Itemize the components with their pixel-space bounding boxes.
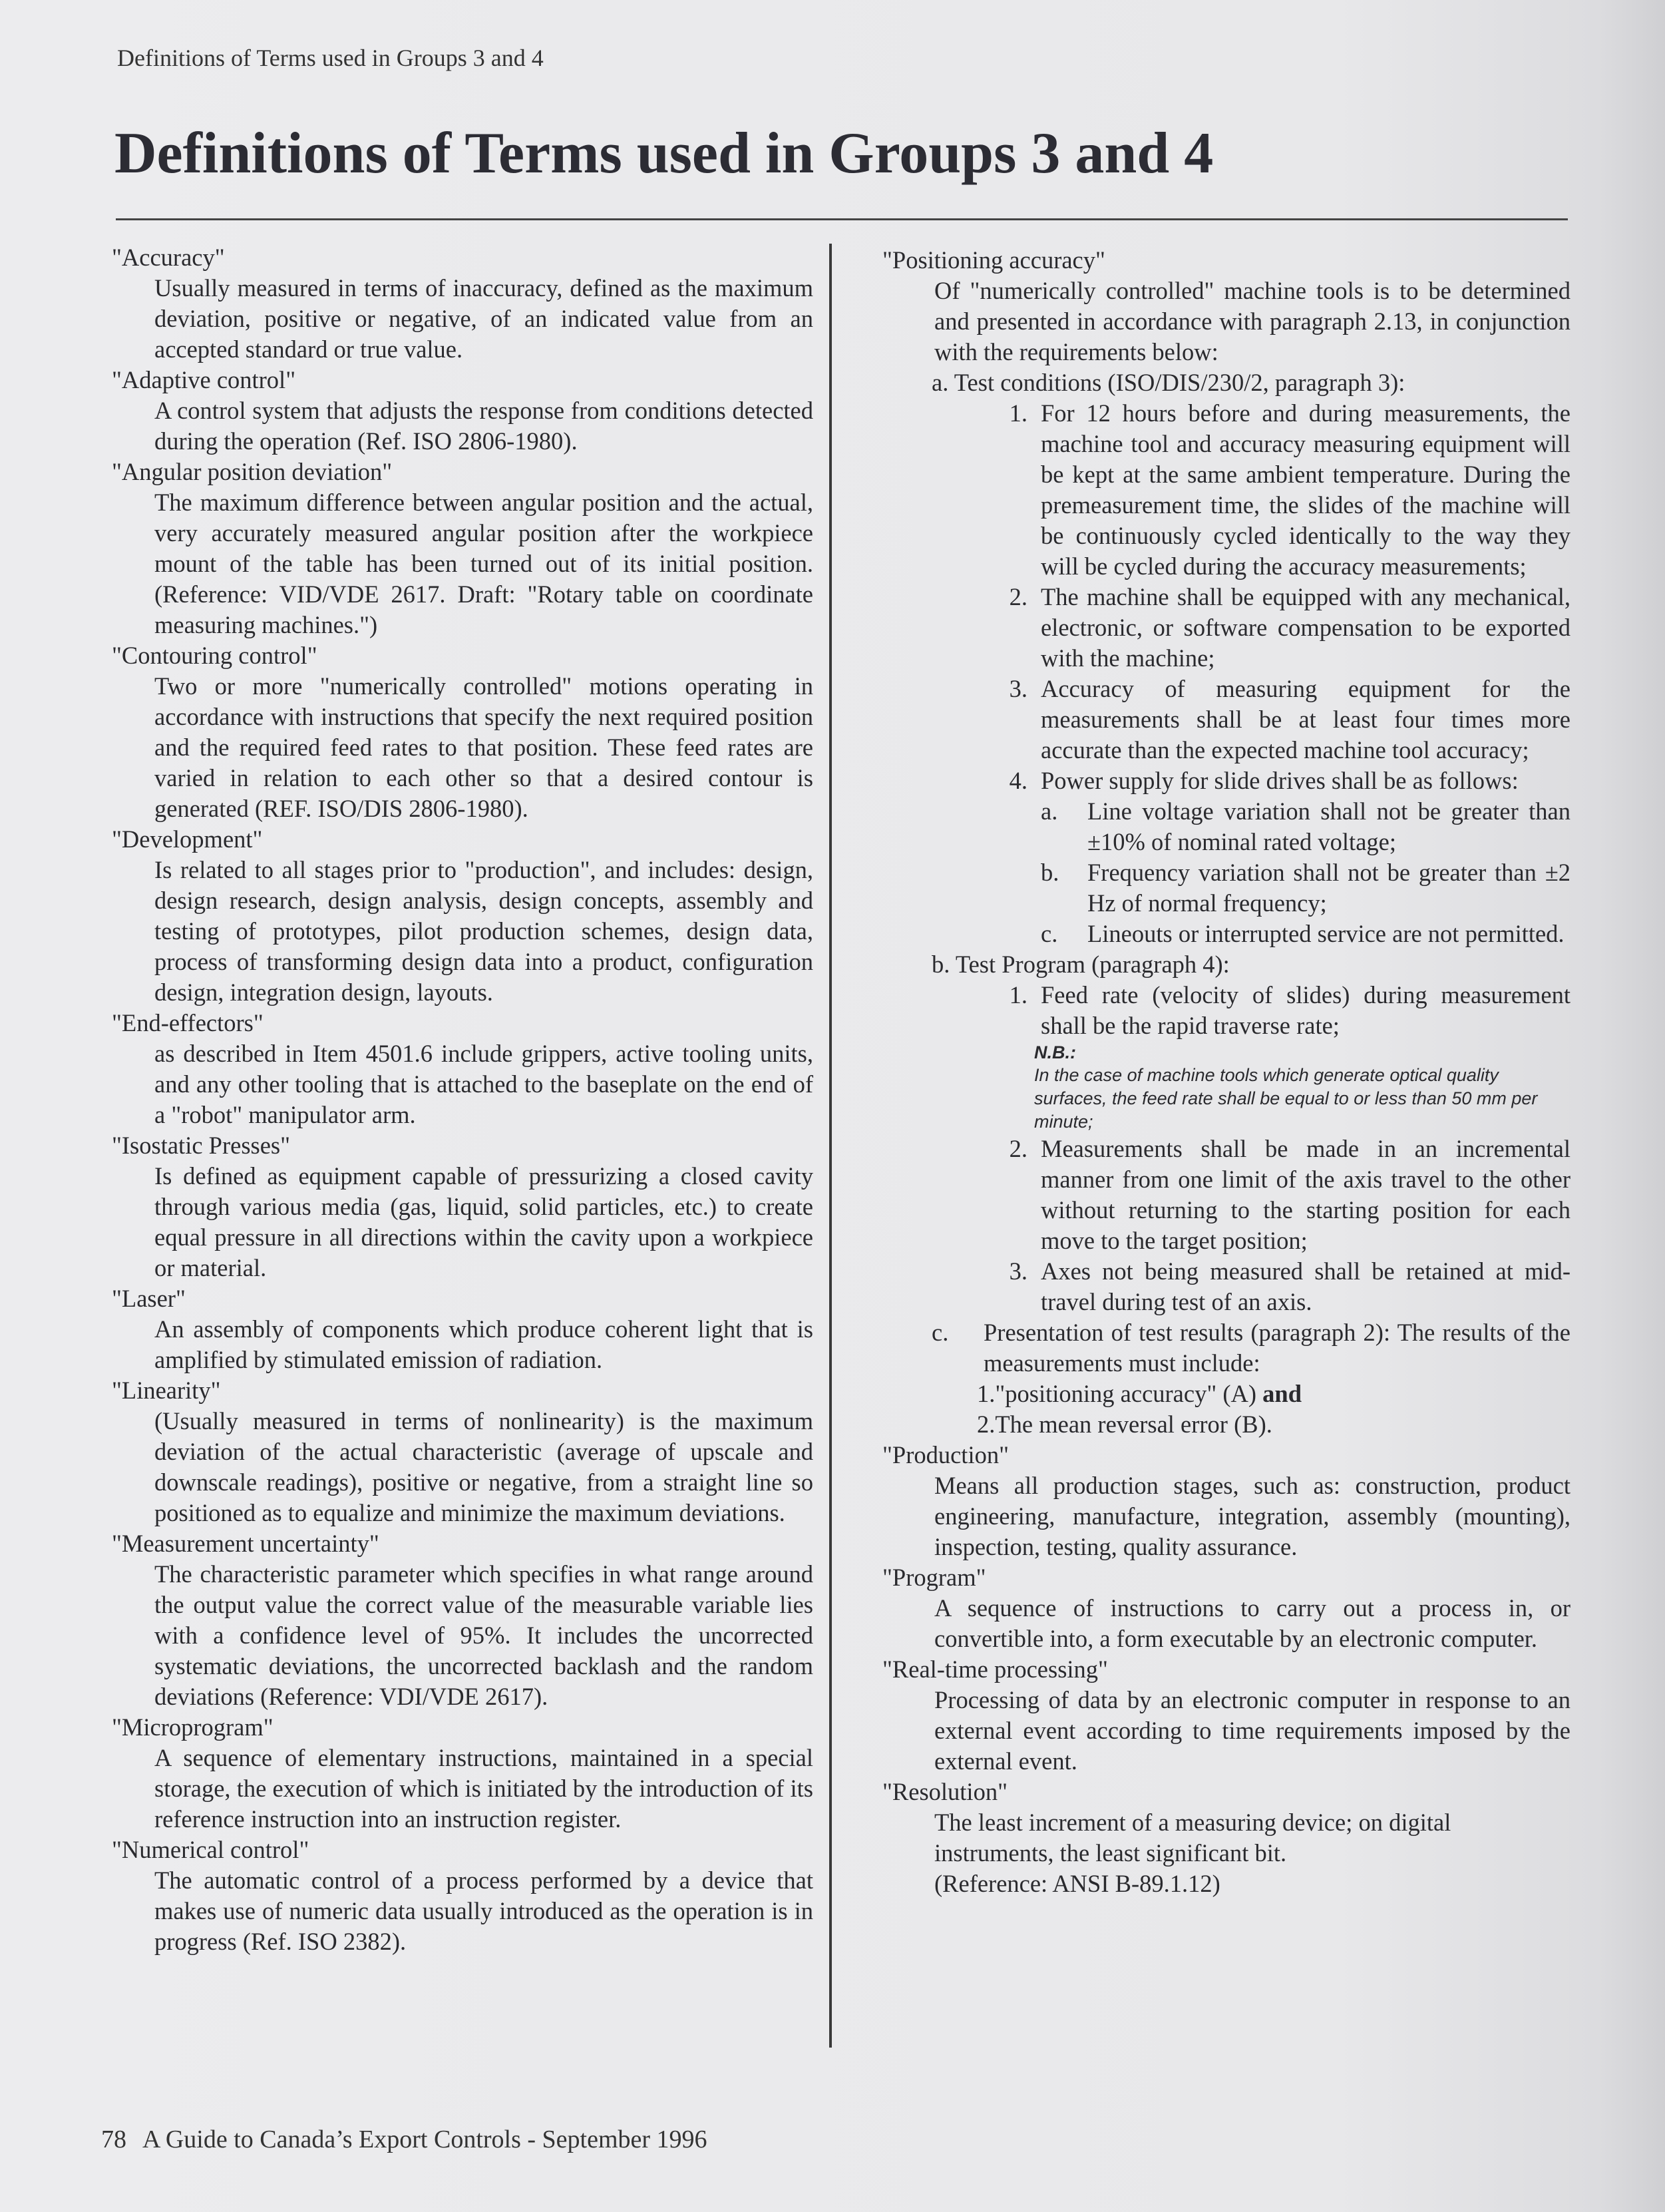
definition-entry: [101, 824, 813, 1008]
definition-entry: [101, 640, 813, 824]
term-heading: "End-effectors": [112, 1009, 264, 1036]
running-head: Definitions of Terms used in Groups 3 and 4: [117, 45, 544, 71]
footer-text: A Guide to Canada’s Export Controls - September 1996: [142, 2125, 707, 2153]
term-definition: A sequence of elementary instructions, maintained in a special storage, the execution of which is initiated by the introduction of its reference instruction into an instruction register.: [154, 1744, 813, 1833]
list-item: [981, 582, 1571, 674]
test-program-heading: b. Test Program (paragraph 4):: [932, 951, 1230, 978]
term-heading: "Positioning accuracy": [882, 246, 1105, 274]
list-item: [981, 398, 1571, 582]
definition-entry: [101, 457, 813, 640]
term-definition: Is related to all stages prior to "production", and includes: design, design research, design analysis, design concepts, assembly and testing of prototypes, pilot production schemes, design data, process of transforming design data into a product, configuration design, integration design, layouts.: [154, 856, 813, 1006]
list-text: The machine shall be equipped with any mechanical, electronic, or software compensation to be exported with the machine;: [1041, 583, 1571, 672]
term-definition: An assembly of components which produce coherent light that is amplified by stimulated emission of radiation.: [154, 1315, 813, 1373]
list-text: For 12 hours before and during measurements, the machine tool and accuracy measuring equipment will be kept at the same ambient temperature. During the premeasurement time, the slides of the machine will be continuously cycled identically to the way they will be cycled during the accuracy measurements;: [1041, 399, 1571, 580]
term-definition-line: The least increment of a measuring device; on digital: [934, 1809, 1451, 1836]
term-heading: "Microprogram": [112, 1713, 274, 1741]
term-definition: Usually measured in terms of inaccuracy, defined as the maximum deviation, positive or negative, of an indicated value from an accepted standard or true value.: [154, 274, 813, 363]
definition-entry: [872, 1654, 1571, 1777]
list-letter: a.: [1041, 797, 1058, 825]
definition-entry: [101, 1712, 813, 1835]
term-definition: Processing of data by an electronic computer in response to an external event according to time requirements imposed by the external event.: [934, 1686, 1571, 1775]
term-heading: "Measurement uncertainty": [112, 1530, 379, 1557]
list-text: Accuracy of measuring equipment for the measurements shall be at least four times more accurate than the expected machine tool accuracy;: [1041, 675, 1571, 764]
list-number: 2.: [1009, 1135, 1027, 1162]
page-title: Definitions of Terms used in Groups 3 and 4: [114, 121, 1214, 186]
sub-list-item: [1029, 796, 1571, 857]
list-letter: c.: [1041, 920, 1058, 947]
term-heading: "Numerical control": [112, 1836, 309, 1863]
list-text: Feed rate (velocity of slides) during measurement shall be the rapid traverse rate;: [1041, 981, 1571, 1039]
page-footer: [101, 2125, 707, 2154]
term-heading: "Resolution": [882, 1778, 1008, 1805]
list-item: [981, 766, 1571, 796]
list-text: Axes not being measured shall be retained at mid-travel during test of an axis.: [1041, 1257, 1571, 1315]
list-number: 4.: [1009, 767, 1027, 794]
result-conjunction: and: [1262, 1380, 1302, 1407]
term-definition: as described in Item 4501.6 include grippers, active tooling units, and any other tooling that is attached to the baseplate on the end of a "robot" manipulator arm.: [154, 1040, 813, 1128]
result-line: [977, 1379, 1571, 1409]
list-number: 3.: [1009, 1257, 1027, 1285]
definition-entry: [101, 1375, 813, 1528]
definition-entry: [101, 1528, 813, 1712]
term-definition: Two or more "numerically controlled" motions operating in accordance with instructions that specify the next required position and the required feed rates to that position. These feed rates are varied in relation to each other so that a desired contour is generated (REF. ISO/DIS 2806-1980).: [154, 672, 813, 822]
sub-list-item: [1029, 919, 1571, 949]
list-item: [981, 980, 1571, 1041]
list-text: Power supply for slide drives shall be as follows:: [1041, 767, 1519, 794]
definition-entry: [872, 1562, 1571, 1654]
test-results-item: [932, 1317, 1571, 1379]
term-heading: "Program": [882, 1564, 986, 1591]
term-heading: "Production": [882, 1441, 1009, 1468]
definition-entry: [872, 1777, 1571, 1899]
list-item: [981, 674, 1571, 766]
title-rule: [116, 218, 1568, 220]
list-text: Line voltage variation shall not be greater than ±10% of nominal rated voltage;: [1087, 797, 1571, 855]
sub-list-item: [1029, 857, 1571, 919]
nb-heading: N.B.:: [1034, 1042, 1076, 1062]
list-number: 1.: [1009, 399, 1027, 427]
term-definition: The maximum difference between angular position and the actual, very accurately measured angular position after the workpiece mount of the table has been turned out of its initial position. (Reference: VID/VDE 2617. Draft: "Rotary table on coordinate measuring machines."): [154, 489, 813, 638]
definition-entry: [872, 1440, 1571, 1562]
term-definition: The characteristic parameter which specifies in what range around the output value the correct value of the measurable variable lies with a confidence level of 95%. It includes the uncorrected systematic deviations, the uncorrected backlash and the random deviations (Reference: VDI/VDE 2617).: [154, 1560, 813, 1710]
term-definition: A control system that adjusts the response from conditions detected during the operation (Ref. ISO 2806-1980).: [154, 397, 813, 455]
term-definition: A sequence of instructions to carry out a process in, or convertible into, a form executable by an electronic computer.: [934, 1594, 1571, 1652]
result-text: 1."positioning accuracy" (A): [977, 1380, 1257, 1407]
right-column: [872, 245, 1571, 1899]
list-text: Frequency variation shall not be greater than ±2 Hz of normal frequency;: [1087, 859, 1571, 917]
nb-note: In the case of machine tools which generate optical quality surfaces, the feed rate shall be equal to or less than 50 mm per minute;: [1034, 1065, 1538, 1132]
left-column: [101, 242, 813, 1957]
term-heading: "Adaptive control": [112, 366, 296, 393]
column-divider: [829, 244, 832, 2048]
definition-entry: [101, 1130, 813, 1283]
list-letter: c.: [932, 1319, 949, 1346]
list-item: [981, 1256, 1571, 1317]
term-definition-line: instruments, the least significant bit.: [934, 1839, 1287, 1867]
term-definition: Means all production stages, such as: construction, product engineering, manufacture, integration, assembly (mounting), inspection, testing, quality assurance.: [934, 1472, 1571, 1560]
list-text: Measurements shall be made in an incremental manner from one limit of the axis travel to the other without returning to the starting position for each move to the target position;: [1041, 1135, 1571, 1254]
test-conditions-heading: a. Test conditions (ISO/DIS/230/2, paragraph 3):: [932, 369, 1405, 396]
term-heading: "Linearity": [112, 1377, 221, 1404]
term-reference: (Reference: ANSI B-89.1.12): [934, 1870, 1220, 1897]
list-item: [981, 1134, 1571, 1256]
term-heading: "Contouring control": [112, 642, 317, 669]
term-heading: "Accuracy": [112, 244, 225, 271]
result-line: 2.The mean reversal error (B).: [977, 1411, 1272, 1438]
page-number: 78: [101, 2125, 126, 2153]
definition-entry: [101, 365, 813, 457]
term-heading: "Isostatic Presses": [112, 1132, 291, 1159]
term-heading: "Development": [112, 825, 263, 853]
term-definition: The automatic control of a process performed by a device that makes use of numeric data usually introduced as the operation is in progress (Ref. ISO 2382).: [154, 1867, 813, 1955]
definition-entry: [101, 1283, 813, 1375]
term-definition: Of "numerically controlled" machine tools is to be determined and presented in accordance with paragraph 2.13, in conjunction with the requirements below:: [934, 277, 1571, 365]
definition-entry: [101, 1835, 813, 1957]
term-definition: (Usually measured in terms of nonlinearity) is the maximum deviation of the actual characteristic (average of upscale and downscale readings), positive or negative, from a straight line so positioned as to equalize and minimize the maximum deviations.: [154, 1407, 813, 1526]
list-number: 1.: [1009, 981, 1027, 1008]
term-heading: "Angular position deviation": [112, 458, 393, 485]
term-heading: "Laser": [112, 1285, 186, 1312]
positioning-accuracy-entry: [872, 245, 1571, 1440]
term-heading: "Real-time processing": [882, 1656, 1108, 1683]
list-number: 2.: [1009, 583, 1027, 610]
term-definition: Is defined as equipment capable of pressurizing a closed cavity through various media (gas, liquid, solid particles, etc.) to create equal pressure in all directions within the cavity upon a workpiece or material.: [154, 1162, 813, 1281]
list-text: Presentation of test results (paragraph 2): The results of the measurements must include:: [984, 1319, 1571, 1377]
definition-entry: [101, 242, 813, 365]
list-text: Lineouts or interrupted service are not permitted.: [1087, 920, 1565, 947]
list-number: 3.: [1009, 675, 1027, 702]
definition-entry: [101, 1008, 813, 1130]
list-letter: b.: [1041, 859, 1059, 886]
